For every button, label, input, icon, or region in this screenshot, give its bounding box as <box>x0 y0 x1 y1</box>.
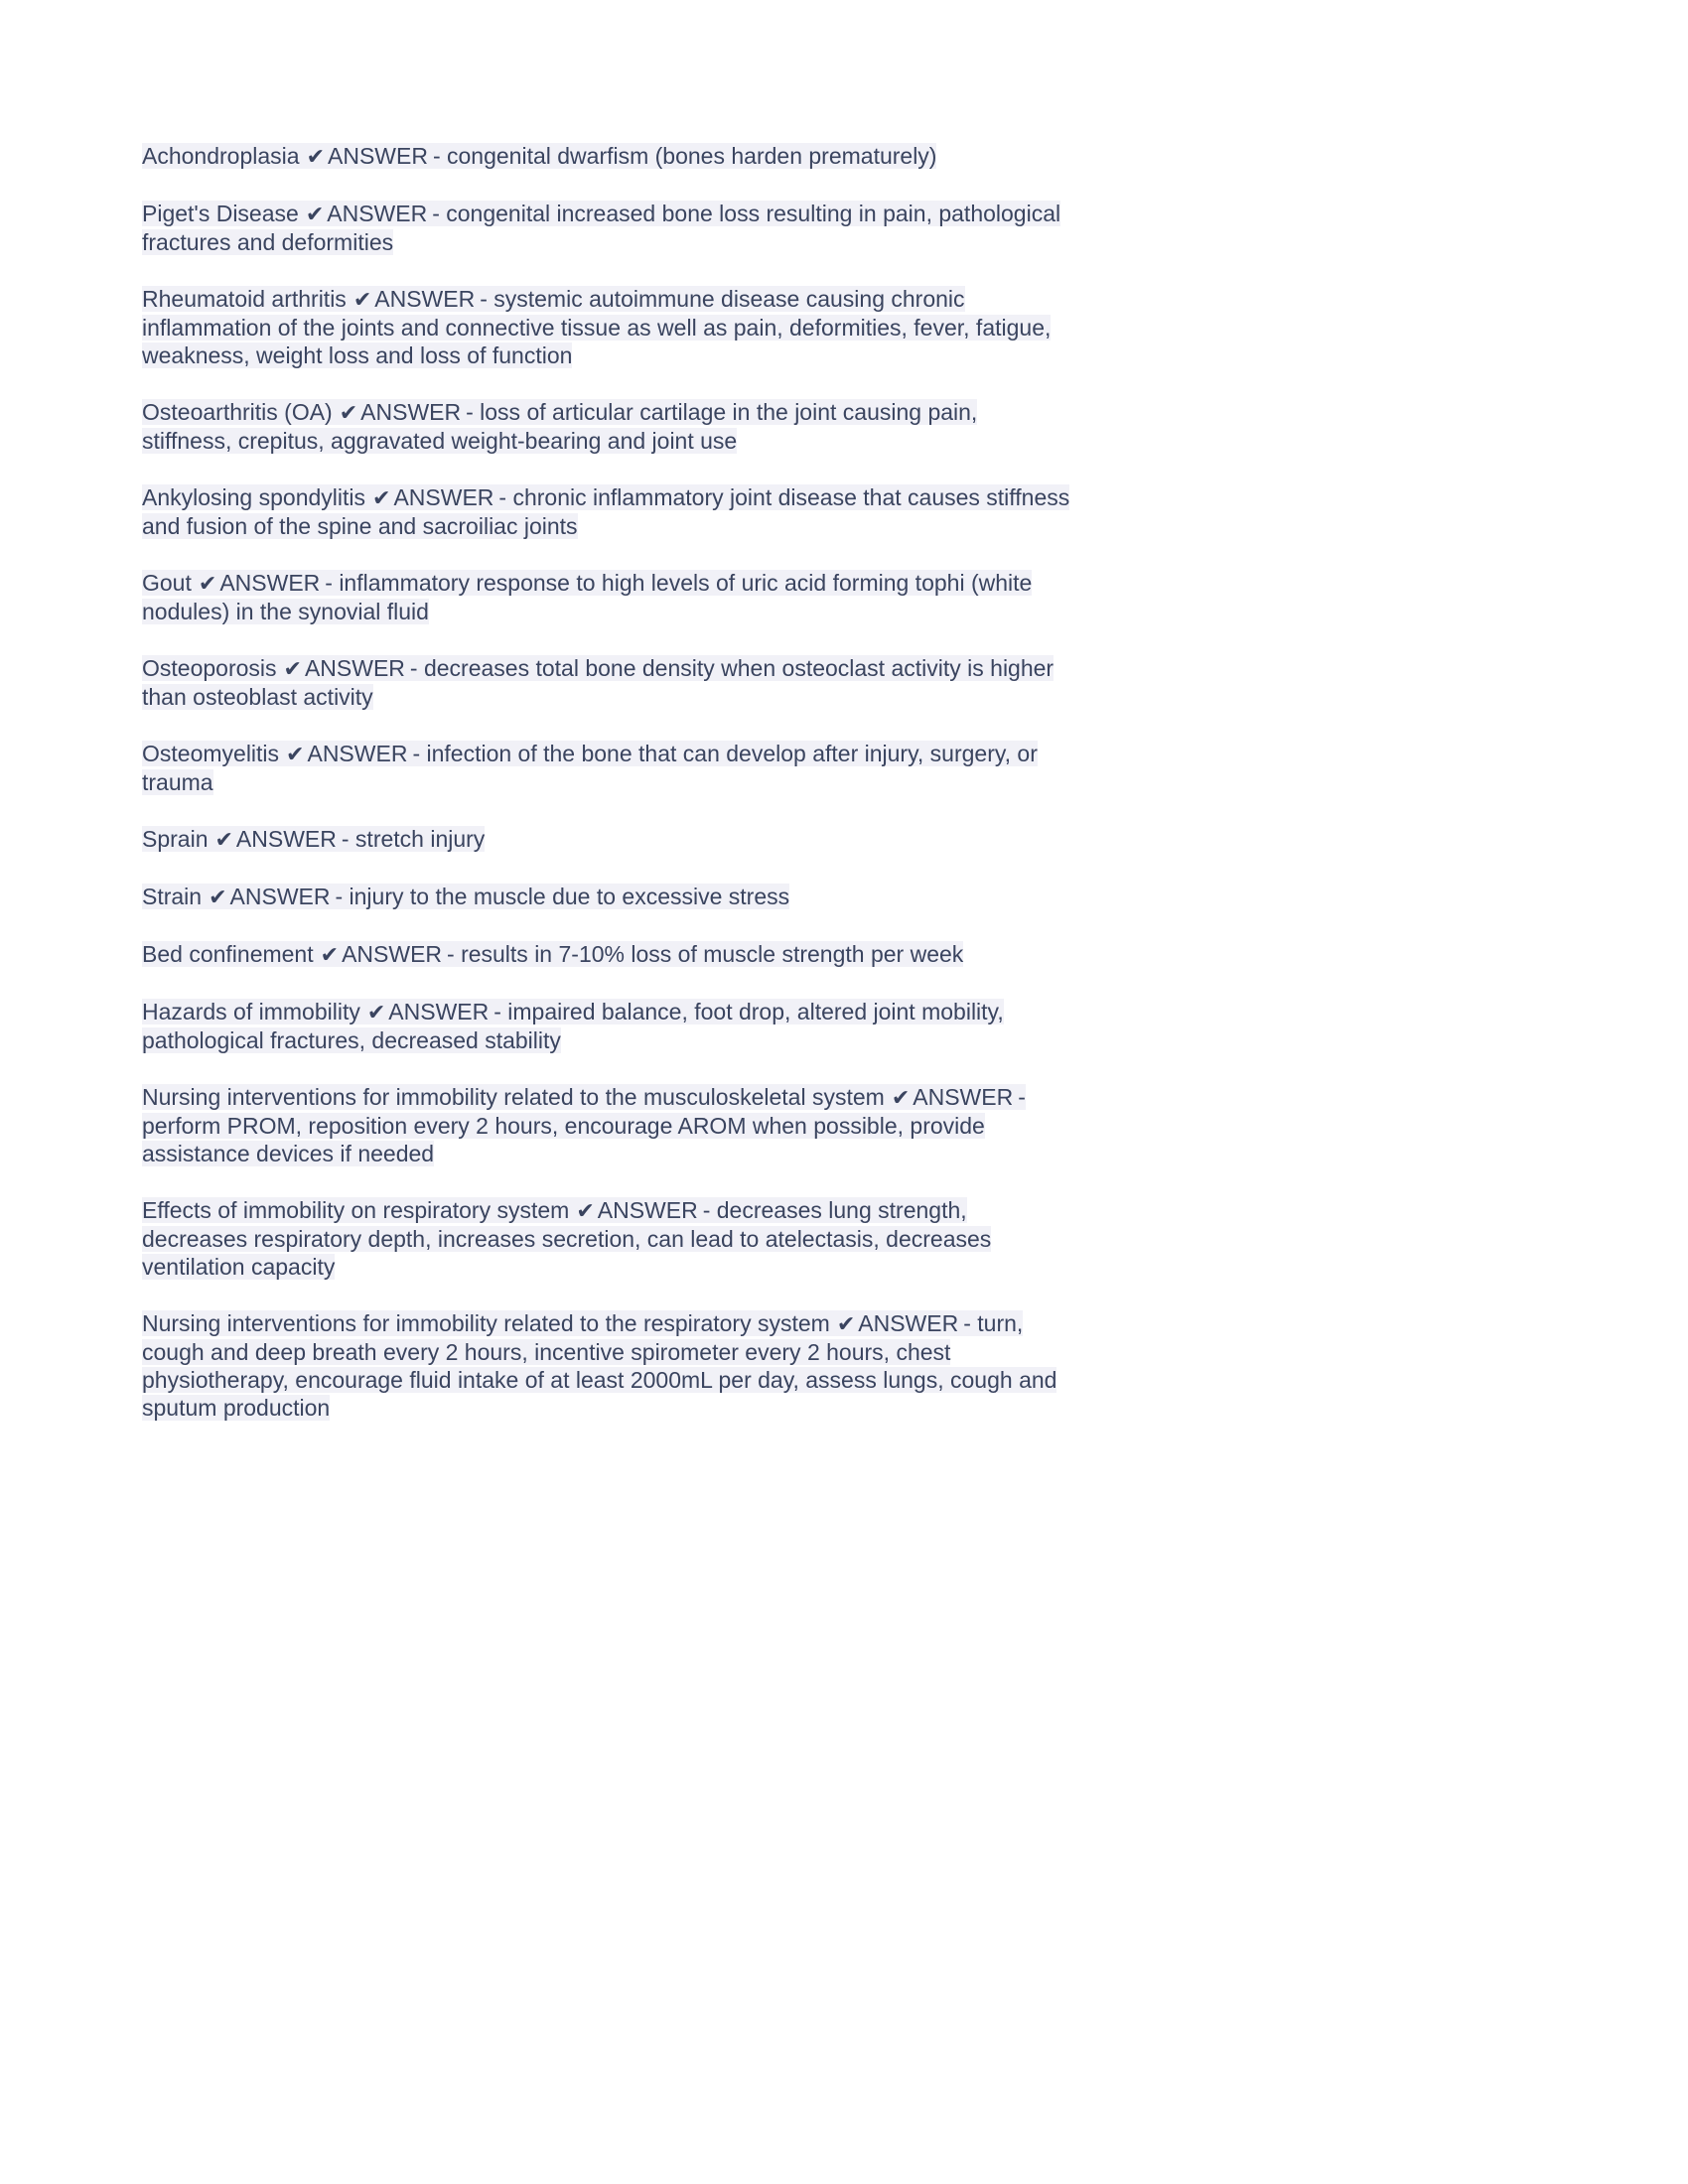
qa-entry <box>142 825 1070 854</box>
term-text: Osteoarthritis (OA) <box>142 399 333 425</box>
definition-text: - systemic autoimmune disease causing chronic inflammation of the joints and connective tissue as well as pain, deformities, fever, fatigue, weakness, weight loss and loss of function <box>142 286 1052 368</box>
definition-text: - inflammatory response to high levels of uric acid forming tophi (white nodules) in the synovial fluid <box>142 570 1033 624</box>
answer-label: ANSWER <box>328 143 428 169</box>
definition-text: - injury to the muscle due to excessive stress <box>335 884 790 909</box>
term-text: Gout <box>142 570 192 596</box>
checkmark-icon: ✔ <box>306 144 325 169</box>
qa-entry <box>142 569 1070 625</box>
definition-text: - chronic inflammatory joint disease that causes stiffness and fusion of the spine and sacroiliac joints <box>142 484 1070 539</box>
term-text: Achondroplasia <box>142 143 300 169</box>
entry-text <box>142 1197 991 1280</box>
checkmark-icon: ✔ <box>320 942 340 967</box>
term-text: Nursing interventions for immobility related to the musculoskeletal system <box>142 1084 885 1110</box>
definition-text: - congenital increased bone loss resulting in pain, pathological fractures and deformities <box>142 201 1061 255</box>
entry-text <box>142 999 1004 1053</box>
checkmark-icon: ✔ <box>198 571 217 596</box>
qa-entry <box>142 654 1070 711</box>
answer-label: ANSWER <box>597 1197 698 1223</box>
checkmark-icon: ✔ <box>209 885 227 909</box>
document-page <box>142 142 1070 1450</box>
definition-text: - results in 7-10% loss of muscle strength per week <box>447 941 964 967</box>
answer-label: ANSWER <box>342 941 443 967</box>
entry-text <box>142 1310 1056 1421</box>
answer-label: ANSWER <box>393 484 494 510</box>
answer-label: ANSWER <box>307 741 408 766</box>
entry-text <box>142 1084 1026 1166</box>
qa-entry <box>142 940 1070 969</box>
checkmark-icon: ✔ <box>352 287 372 312</box>
qa-entry <box>142 740 1070 796</box>
checkmark-icon: ✔ <box>891 1085 911 1110</box>
qa-entry <box>142 1309 1070 1422</box>
entry-text <box>142 741 1038 795</box>
checkmark-icon: ✔ <box>576 1198 595 1223</box>
term-text: Ankylosing spondylitis <box>142 484 366 510</box>
answer-label: ANSWER <box>858 1310 959 1336</box>
qa-entry <box>142 998 1070 1054</box>
checkmark-icon: ✔ <box>286 742 305 766</box>
qa-entry <box>142 1196 1070 1281</box>
term-text: Hazards of immobility <box>142 999 360 1024</box>
term-text: Effects of immobility on respiratory system <box>142 1197 570 1223</box>
entry-text <box>142 941 963 967</box>
checkmark-icon: ✔ <box>339 400 358 425</box>
entry-text <box>142 570 1032 624</box>
entry-text <box>142 884 789 909</box>
entry-text <box>142 399 977 454</box>
definition-text: - decreases lung strength, decreases respiratory depth, increases secretion, can lead to atelectasis, decreases ventilation capacity <box>142 1197 992 1280</box>
entry-text <box>142 201 1060 255</box>
checkmark-icon: ✔ <box>214 827 233 852</box>
term-text: Rheumatoid arthritis <box>142 286 347 312</box>
entry-text <box>142 826 485 852</box>
answer-label: ANSWER <box>360 399 462 425</box>
term-text: Sprain <box>142 826 209 852</box>
definition-text: - impaired balance, foot drop, altered joint mobility, pathological fractures, decreased stability <box>142 999 1004 1053</box>
checkmark-icon: ✔ <box>372 485 391 510</box>
qa-entry <box>142 142 1070 171</box>
term-text: Nursing interventions for immobility related to the respiratory system <box>142 1310 830 1336</box>
answer-label: ANSWER <box>388 999 490 1024</box>
answer-label: ANSWER <box>229 884 331 909</box>
answer-label: ANSWER <box>913 1084 1014 1110</box>
entry-text <box>142 286 1051 368</box>
qa-entry <box>142 483 1070 540</box>
term-text: Osteomyelitis <box>142 741 280 766</box>
definition-text: - loss of articular cartilage in the joint causing pain, stiffness, crepitus, aggravated weight-bearing and joint use <box>142 399 978 454</box>
definition-text: - decreases total bone density when osteoclast activity is higher than osteoblast activity <box>142 655 1055 710</box>
checkmark-icon: ✔ <box>836 1311 856 1336</box>
definition-text: - congenital dwarfism (bones harden prematurely) <box>432 143 937 169</box>
answer-label: ANSWER <box>219 570 321 596</box>
qa-entry <box>142 285 1070 369</box>
checkmark-icon: ✔ <box>305 202 325 226</box>
qa-entry <box>142 200 1070 256</box>
entry-list <box>142 142 1070 1422</box>
term-text: Bed confinement <box>142 941 314 967</box>
entry-text <box>142 655 1054 710</box>
term-text: Osteoporosis <box>142 655 277 681</box>
answer-label: ANSWER <box>374 286 476 312</box>
qa-entry <box>142 1083 1070 1167</box>
definition-text: - turn, cough and deep breath every 2 hours, incentive spirometer every 2 hours, chest physiotherapy, encourage fluid intake of at least 2000mL per day, assess lungs, cough and sputum production <box>142 1310 1057 1421</box>
term-text: Piget's Disease <box>142 201 299 226</box>
answer-label: ANSWER <box>327 201 428 226</box>
answer-label: ANSWER <box>235 826 337 852</box>
definition-text: - perform PROM, reposition every 2 hours, encourage AROM when possible, provide assistance devices if needed <box>142 1084 1026 1166</box>
definition-text: - stretch injury <box>341 826 486 852</box>
qa-entry <box>142 398 1070 455</box>
answer-label: ANSWER <box>304 655 405 681</box>
checkmark-icon: ✔ <box>283 656 302 681</box>
entry-text <box>142 484 1069 539</box>
entry-text <box>142 143 936 169</box>
checkmark-icon: ✔ <box>366 1000 386 1024</box>
definition-text: - infection of the bone that can develop after injury, surgery, or trauma <box>142 741 1038 795</box>
qa-entry <box>142 883 1070 911</box>
term-text: Strain <box>142 884 203 909</box>
